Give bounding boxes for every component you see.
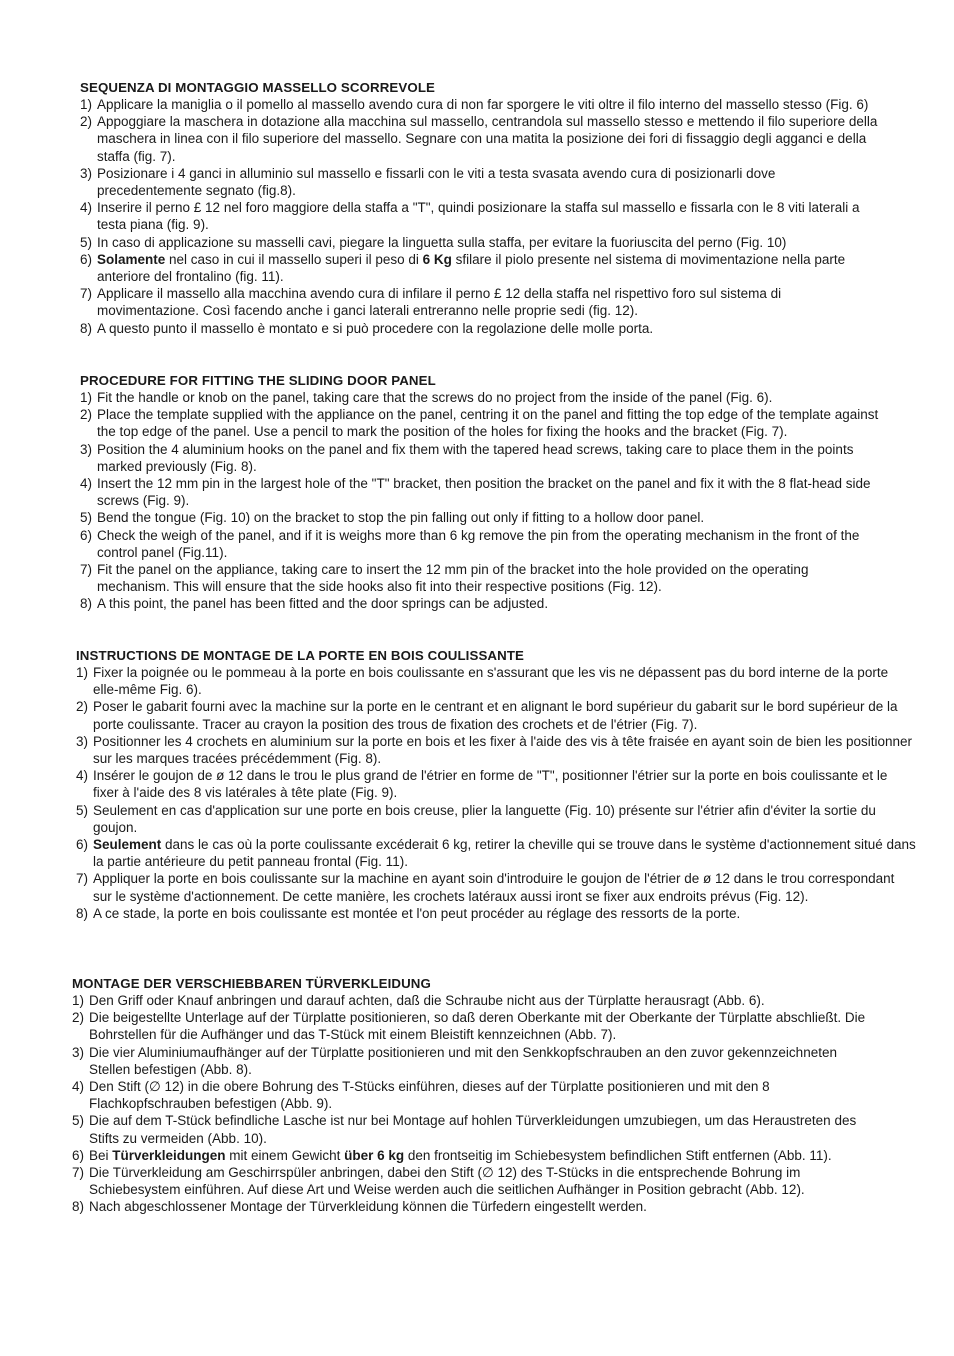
step-number: 8) bbox=[72, 1199, 85, 1215]
step-number: 4) bbox=[76, 768, 89, 784]
list-item bbox=[80, 406, 880, 440]
step-text: Die vier Aluminiumaufhänger auf der Türplatte positionieren und mit den Senkkopfschrauben an den zuvor gekennzeichneten Stellen befestigen (Abb. 8). bbox=[89, 1044, 837, 1077]
step-text-post: sfilare il piolo presente nel sistema di movimentazione nella parte anteriore del frontalino (fig. 11). bbox=[97, 251, 846, 285]
list-item bbox=[72, 1147, 872, 1164]
step-text: Den Griff oder Knauf anbringen und darauf achten, daß die Schraube nicht aus der Türplatte herausragt (Abb. 6). bbox=[89, 993, 765, 1008]
step-text: Positionner les 4 crochets en aluminium sur la porte en bois et les fixer à l'aide des vis à tête fraisée en ayant soin de bien les positionner sur les marques tracées précédemment (Fig. 8). bbox=[93, 733, 913, 767]
list-item bbox=[72, 1078, 872, 1112]
step-number: 6) bbox=[80, 527, 93, 543]
step-text: Bend the tongue (Fig. 10) on the bracket to stop the pin falling out only if fitting to a hollow door panel. bbox=[97, 510, 705, 526]
step-number: 1) bbox=[80, 390, 93, 405]
list-item bbox=[72, 992, 872, 1009]
step-number: 3) bbox=[72, 1044, 85, 1060]
step-number: 1) bbox=[80, 97, 93, 112]
step-number: 6) bbox=[80, 251, 93, 267]
step-text: Inserire il perno £ 12 nel foro maggiore della staffa a "T", quindi posizionare la staffa sul massello e fissarla con le 8 viti laterali a testa piana (fig. 9). bbox=[97, 200, 860, 233]
step-bold-text: Solamente bbox=[97, 251, 166, 267]
step-number: 4) bbox=[80, 476, 93, 492]
step-text-mid: dans le cas où la porte coulissante excéderait 6 kg, retirer la cheville qui se trouve dans le système d'actionnement situé dans la partie antérieure du petit panneau frontal (Fig. 11). bbox=[93, 837, 916, 870]
list-item bbox=[76, 836, 916, 870]
step-number: 7) bbox=[80, 286, 93, 302]
list-item bbox=[80, 285, 880, 319]
list-item bbox=[76, 698, 916, 732]
step-text: A this point, the panel has been fitted and the door springs can be adjusted. bbox=[97, 596, 549, 612]
list-item bbox=[72, 1112, 872, 1146]
step-number: 2) bbox=[76, 699, 89, 715]
step-list bbox=[76, 664, 916, 922]
step-text: Fit the handle or knob on the panel, taking care that the screws do no project from the inside of the panel (Fig. 6). bbox=[97, 390, 773, 405]
step-text: Place the template supplied with the appliance on the panel, centring it on the panel and fitting the top edge of the template against the top edge of the panel. Use a pencil to mark the position of the holes for fixing the hooks and the bracket (Fig. 7). bbox=[97, 407, 879, 440]
step-text: Applicare la maniglia o il pomello al massello avendo cura di non far sporgere le viti oltre il filo interno del massello stesso (Fig. 6) bbox=[97, 97, 869, 112]
list-item bbox=[80, 509, 880, 526]
list-item bbox=[76, 733, 916, 767]
step-number: 8) bbox=[80, 320, 93, 336]
step-number: 5) bbox=[76, 802, 89, 818]
step-text: In caso di applicazione su masselli cavi, piegare la linguetta sulla staffa, per evitare la fuoriuscita del perno (Fig. 10) bbox=[97, 234, 787, 250]
step-text: Seulement en cas d'application sur une porte en bois creuse, plier la languette (Fig. 10) présente sur l'étrier afin d'éviter la sortie du goujon. bbox=[93, 802, 876, 835]
step-number: 2) bbox=[72, 1010, 85, 1026]
step-number: 2) bbox=[80, 407, 93, 423]
step-number: 6) bbox=[76, 837, 89, 853]
step-text: Poser le gabarit fourni avec la machine sur la porte en le centrant et en alignant le bord supérieur du gabarit sur le bord supérieur de la porte coulissante. Tracer au crayon la position des trous de fixation des crochets et de l'étrier (Fig. 7). bbox=[93, 699, 898, 732]
list-item bbox=[72, 1164, 872, 1198]
step-text: Die auf dem T-Stück befindliche Lasche ist nur bei Montage auf hohlen Türverkleidungen umzubiegen, um das Heraustreten des Stifts zu vermeiden (Abb. 10). bbox=[89, 1113, 857, 1146]
step-text: Position the 4 aluminium hooks on the panel and fix them with the tapered head screws, taking care to place them in the points marked previously (Fig. 8). bbox=[97, 441, 854, 474]
step-text: Insérer le goujon de ø 12 dans le trou le plus grand de l'étrier en forme de "T", positionner l'étrier sur la porte en bois coulissante et le fixer à l'aide des 8 vis latérales à tête plate (Fig. 9). bbox=[93, 768, 888, 801]
list-item bbox=[80, 251, 880, 285]
step-number: 7) bbox=[80, 562, 93, 578]
step-text-pre: Bei bbox=[89, 1147, 113, 1163]
list-item bbox=[76, 905, 916, 922]
step-text: Posizionare i 4 ganci in alluminio sul massello e fissarli con le viti a testa svasata avendo cura di posizionarli dove precedentemente segnato (fig.8). bbox=[97, 165, 776, 199]
section-french bbox=[76, 648, 916, 922]
step-bold-text: 6 Kg bbox=[422, 251, 452, 267]
step-text: Fixer la poignée ou le pommeau à la porte en bois coulissante en s'assurant que les vis ne dépassent pas du bord interne de la porte elle-même Fig. 6). bbox=[93, 665, 889, 698]
step-list bbox=[80, 96, 880, 337]
step-text: Nach abgeschlossener Montage der Türverkleidung können die Türfedern eingestellt werden. bbox=[89, 1199, 647, 1215]
list-item bbox=[80, 595, 880, 612]
step-number: 1) bbox=[76, 665, 89, 680]
step-bold-text: über 6 kg bbox=[344, 1147, 405, 1163]
list-item bbox=[76, 802, 916, 836]
step-number: 8) bbox=[80, 596, 93, 612]
list-item bbox=[76, 767, 916, 801]
step-text-post: den frontseitig im Schiebesystem befindlichen Stift entfernen (Abb. 11). bbox=[404, 1147, 832, 1163]
list-item bbox=[76, 870, 916, 904]
step-text: A ce stade, la porte en bois coulissante est montée et l'on peut procéder au réglage des ressorts de la porte. bbox=[93, 905, 741, 921]
section-heading: PROCEDURE FOR FITTING THE SLIDING DOOR PANEL bbox=[80, 373, 436, 388]
section-italian bbox=[80, 80, 880, 337]
step-number: 8) bbox=[76, 905, 89, 921]
section-heading: SEQUENZA DI MONTAGGIO MASSELLO SCORREVOLE bbox=[80, 80, 436, 95]
step-number: 6) bbox=[72, 1147, 85, 1163]
step-number: 1) bbox=[72, 993, 85, 1008]
step-number: 3) bbox=[80, 441, 93, 457]
list-item bbox=[80, 527, 880, 561]
list-item bbox=[80, 96, 880, 113]
step-list bbox=[72, 992, 872, 1216]
list-item bbox=[80, 234, 880, 251]
step-text: Check the weigh of the panel, and if it is weighs more than 6 kg remove the pin from the operating mechanism in the front of the control panel (Fig.11). bbox=[97, 527, 860, 560]
list-item bbox=[72, 1044, 872, 1078]
step-number: 3) bbox=[76, 733, 89, 749]
step-bold-text: Türverkleidungen bbox=[112, 1147, 226, 1163]
step-text: Die beigestellte Unterlage auf der Türplatte positionieren, so daß deren Oberkante mit der Oberkante der Türplatte abschließt. Die Bohrstellen für die Aufhänger und das T-Stück mit einem Bleistift kennzeichnen (Abb. 7). bbox=[89, 1010, 866, 1043]
step-text: Insert the 12 mm pin in the largest hole of the "T" bracket, then position the bracket on the panel and fix it with the 8 flat-head side screws (Fig. 9). bbox=[97, 476, 871, 509]
list-item bbox=[80, 320, 880, 337]
step-number: 5) bbox=[80, 510, 93, 526]
step-text: Den Stift (∅ 12) in die obere Bohrung des T-Stücks einführen, dieses auf der Türplatte positionieren und mit den 8 Flachkopfschrauben befestigen (Abb. 9). bbox=[89, 1079, 770, 1112]
list-item bbox=[72, 1198, 872, 1215]
section-german bbox=[72, 976, 872, 1216]
section-heading: MONTAGE DER VERSCHIEBBAREN TÜRVERKLEIDUNG bbox=[72, 976, 431, 991]
list-item bbox=[80, 113, 880, 165]
step-number: 3) bbox=[80, 165, 93, 181]
step-text: Die Türverkleidung am Geschirrspüler anbringen, dabei den Stift (∅ 12) des T-Stücks in die entsprechende Bohrung im Schiebesystem einführen. Auf diese Art und Weise werden auch die seitlichen Aufhänger in Position gebracht (Abb. 12). bbox=[89, 1165, 805, 1198]
list-item bbox=[80, 165, 880, 199]
list-item bbox=[72, 1009, 872, 1043]
section-english bbox=[80, 373, 880, 613]
list-item bbox=[80, 199, 880, 233]
step-number: 7) bbox=[76, 871, 89, 887]
step-text: Applicare il massello alla macchina avendo cura di infilare il perno £ 12 della staffa nel rispettivo foro sul sistema di movimentazione. Così facendo anche i ganci laterali entreranno nelle proprie sedi (fig. 12). bbox=[97, 286, 782, 319]
list-item bbox=[80, 475, 880, 509]
step-number: 4) bbox=[80, 200, 93, 216]
section-heading: INSTRUCTIONS DE MONTAGE DE LA PORTE EN BOIS COULISSANTE bbox=[76, 648, 525, 663]
step-text: Appliquer la porte en bois coulissante sur la machine en ayant soin d'introduire le goujon de l'étrier de ø 12 dans le trou correspondant sur le système d'actionnement. De cette manière, les crochets latéraux aussi iront se fixer aux endroits prévus (Fig. 12). bbox=[93, 871, 895, 904]
step-list bbox=[80, 389, 880, 613]
step-text-mid: mit einem Gewicht bbox=[225, 1147, 345, 1163]
step-number: 2) bbox=[80, 114, 93, 130]
list-item bbox=[76, 664, 916, 698]
list-item bbox=[80, 441, 880, 475]
step-number: 5) bbox=[80, 234, 93, 250]
list-item bbox=[80, 561, 880, 595]
step-text: Fit the panel on the appliance, taking care to insert the 12 mm pin of the bracket into the hole provided on the operating mechanism. This will ensure that the side hooks also fit into their respective positions (Fig. 12). bbox=[97, 562, 809, 595]
step-text-mid: nel caso in cui il massello superi il peso di bbox=[165, 251, 423, 267]
step-text: Appoggiare la maschera in dotazione alla macchina sul massello, centrandola sul massello stesso e mettendo il filo superiore della maschera in linea con il filo superiore del massello. Segnare con una matita la posizione dei fori di fissaggio degli agganci e della staffa (fig. 7). bbox=[97, 114, 878, 164]
step-number: 4) bbox=[72, 1079, 85, 1095]
list-item bbox=[80, 389, 880, 406]
step-bold-text: Seulement bbox=[93, 837, 162, 853]
step-text: A questo punto il massello è montato e si può procedere con la regolazione delle molle porta. bbox=[97, 320, 654, 336]
step-number: 5) bbox=[72, 1113, 85, 1129]
step-number: 7) bbox=[72, 1165, 85, 1181]
